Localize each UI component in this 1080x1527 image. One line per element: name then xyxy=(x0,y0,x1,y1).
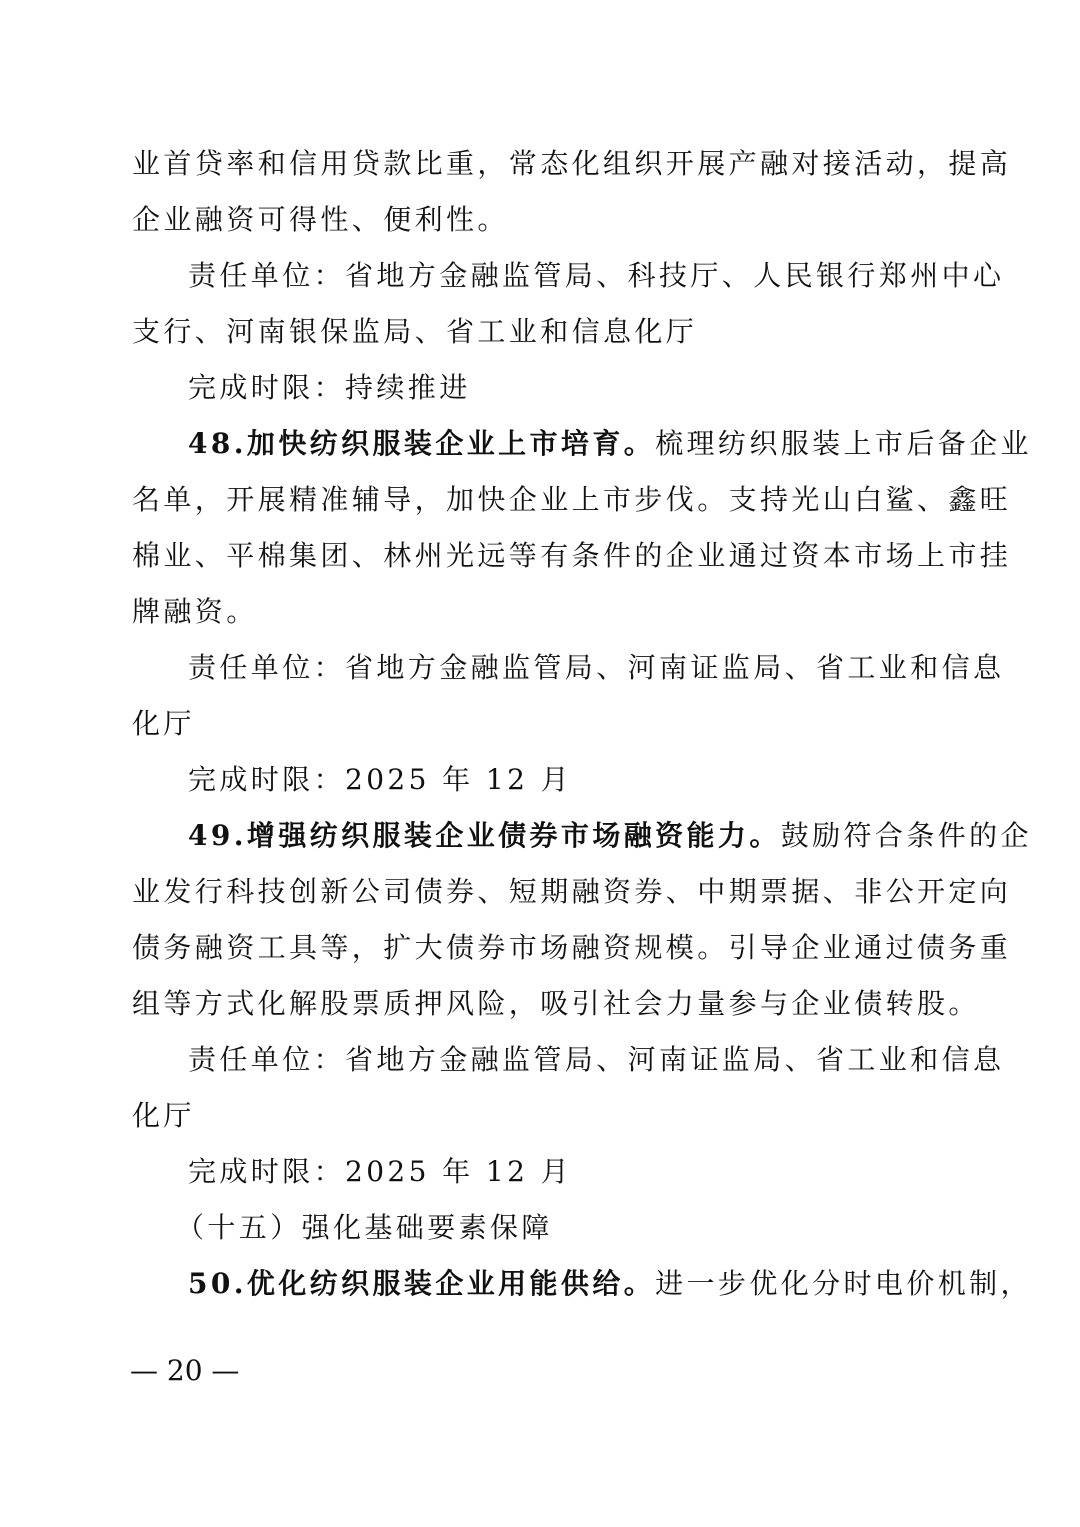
deadline-line: 完成时限：2025 年 12 月 xyxy=(188,763,572,796)
responsible-unit-line: 责任单位：省地方金融监管局、河南证监局、省工业和信息 xyxy=(188,1043,1005,1076)
page-number: — 20 — xyxy=(130,1354,240,1387)
deadline-line: 完成时限：持续推进 xyxy=(188,371,471,404)
responsible-unit-line: 责任单位：省地方金融监管局、科技厅、人民银行郑州中心 xyxy=(188,259,1005,292)
item-heading-line xyxy=(188,424,1032,464)
item-50-heading: 50.优化纺织服装企业用能供给。 xyxy=(188,1267,656,1300)
body-line: 业首贷率和信用贷款比重，常态化组织开展产融对接活动，提高 xyxy=(132,147,1012,180)
section-heading: （十五）强化基础要素保障 xyxy=(176,1211,553,1244)
item-48-heading: 48.加快纺织服装企业上市培育。 xyxy=(188,427,656,460)
item-48-text: 梳理纺织服装上市后备企业 xyxy=(655,427,1032,460)
body-line: 牌融资。 xyxy=(132,595,258,628)
body-line: 债务融资工具等，扩大债券市场融资规模。引导企业通过债务重 xyxy=(132,931,1012,964)
deadline-line: 完成时限：2025 年 12 月 xyxy=(188,1155,572,1188)
body-line: 名单，开展精准辅导，加快企业上市步伐。支持光山白鲨、鑫旺 xyxy=(132,483,1012,516)
body-line: 棉业、平棉集团、林州光远等有条件的企业通过资本市场上市挂 xyxy=(132,539,1012,572)
responsible-unit-line: 化厅 xyxy=(132,707,195,740)
body-line: 组等方式化解股票质押风险，吸引社会力量参与企业债转股。 xyxy=(132,987,980,1020)
body-line: 业发行科技创新公司债券、短期融资券、中期票据、非公开定向 xyxy=(132,875,1012,908)
item-heading-line xyxy=(188,816,1032,856)
responsible-unit-line: 责任单位：省地方金融监管局、河南证监局、省工业和信息 xyxy=(188,651,1005,684)
body-line: 企业融资可得性、便利性。 xyxy=(132,203,509,236)
responsible-unit-line: 支行、河南银保监局、省工业和信息化厅 xyxy=(132,315,698,348)
item-50-text: 进一步优化分时电价机制， xyxy=(655,1267,1032,1300)
responsible-unit-line: 化厅 xyxy=(132,1099,195,1132)
item-49-heading: 49.增强纺织服装企业债券市场融资能力。 xyxy=(188,819,781,852)
item-heading-line xyxy=(188,1264,1032,1304)
item-49-text: 鼓励符合条件的企 xyxy=(780,819,1032,852)
